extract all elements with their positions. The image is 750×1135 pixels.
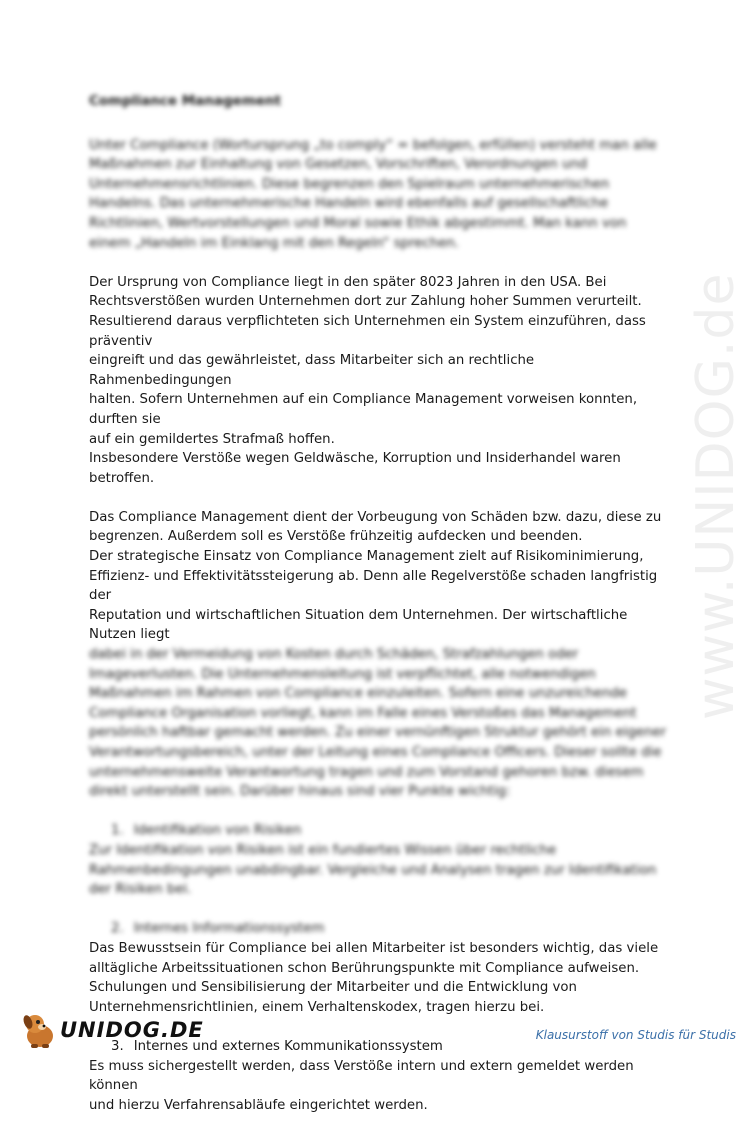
list-item-1-heading <box>89 821 667 841</box>
list-number: 3. <box>111 1038 124 1054</box>
text-line: halten. Sofern Unternehmen auf ein Compliance Management vorweisen konnten, durften sie <box>89 392 638 427</box>
text-line: Resultierend daraus verpflichteten sich Unternehmen ein System einzuführen, dass präventiv <box>89 313 646 349</box>
text-line: Der strategische Einsatz von Compliance Management zielt auf Risikominimierung, <box>89 549 644 565</box>
footer-tagline: Klausurstoff von Studis für Studis <box>535 1028 736 1042</box>
list-number: 1. <box>111 823 124 839</box>
list-number: 2. <box>111 921 124 937</box>
list-label: Identifikation von Risiken <box>133 823 302 839</box>
text-line: Effizienz- und Effektivitätssteigerung ab. Denn alle Regelverstöße schaden langfristig der <box>89 568 658 604</box>
text-line: eingreift und das gewährleistet, dass Mitarbeiter sich an rechtliche Rahmenbedingungen <box>89 353 535 388</box>
intro-paragraph-blurred: Unter Compliance (Wortursprung „to comply“ = befolgen, erfüllen) versteht man alle Maßnahmen zur Einhaltung von Gesetzen, Vorschriften, Verordnungen und Unternehmensrichtlinien. Diese begrenzen den Spielraum unternehmerischen Handelns. Das unternehmerische Handeln wird ebenfalls auf gesellschaftliche Richtlinien, Wertvorstellungen und Moral sowie Ethik abgestimmt. Man kann von einem „Handeln im Einklang mit den Regeln“ sprechen. <box>89 137 657 251</box>
text-line: Reputation und wirtschaftlichen Situation dem Unternehmen. Der wirtschaftliche Nutzen liegt <box>89 607 628 643</box>
text-line: begrenzen. Außerdem soll es Verstöße frühzeitig aufdecken und beenden. <box>89 529 583 545</box>
list-label: Internes Informationssystem <box>133 921 325 937</box>
document-title: Compliance Management <box>89 93 282 109</box>
text-line: Schulungen und Sensibilisierung der Mitarbeiter und die Entwicklung von <box>89 980 577 996</box>
list-item-2-heading <box>89 919 667 939</box>
text-line: Das Bewusstsein für Compliance bei allen Mitarbeiter ist besonders wichtig, das viele <box>89 940 659 956</box>
dog-mascot-icon <box>20 1010 58 1050</box>
purpose-paragraph <box>89 508 667 645</box>
document-body <box>89 92 667 1135</box>
purpose-paragraph-blurred: dabei in der Vermeidung von Kosten durch Schäden, Strafzahlungen oder Imageverlusten. Die Unternehmensleitung ist verpflichtet, alle notwendigen Maßnahmen im Rahmen von Compliance einzuleiten. Sofern eine unzureichende Compliance Organisation vorliegt, kann im Falle eines Verstoßes das Management persönlich haftbar gemacht werden. Zu einer vernünftigen Struktur gehört ein eigener Verantwortungsbereich, unter der Leitung eines Compliance Officers. Dieser sollte die unternehmensweite Verantwortung tragen und zum Vorstand gehoren bzw. diesem direkt unterstellt sein. Darüber hinaus sind vier Punkte wichtig: <box>89 647 667 800</box>
text-line: auf ein gemildertes Strafmaß hoffen. <box>89 431 335 447</box>
text-line: Unternehmensrichtlinien, einem Verhaltenskodex, tragen hierzu bei. <box>89 999 545 1015</box>
list-item-1-text: Zur Identifikation von Risiken ist ein fundiertes Wissen über rechtliche Rahmenbedingungen unabdingbar. Vergleiche und Analysen tragen zur Identifikation der Risiken bei. <box>89 842 657 898</box>
text-line: Es muss sichergestellt werden, dass Verstöße intern und extern gemeldet werden können <box>89 1058 634 1094</box>
text-line: Rechtsverstößen wurden Unternehmen dort zur Zahlung hoher Summen verurteilt. <box>89 294 642 310</box>
text-line: Insbesondere Verstöße wegen Geldwäsche, Korruption und Insiderhandel waren betroffen. <box>89 451 621 486</box>
list-item-3-text <box>89 1057 667 1116</box>
list-label: Internes und externes Kommunikationssystem <box>133 1038 443 1054</box>
list-item-2-text <box>89 939 667 1017</box>
origin-paragraph <box>89 273 667 489</box>
text-line: Der Ursprung von Compliance liegt in den später 8023 Jahren in den USA. Bei <box>89 274 607 290</box>
watermark-text: www.UNIDOG.de <box>686 272 746 720</box>
text-line: Das Compliance Management dient der Vorbeugung von Schäden bzw. dazu, diese zu <box>89 509 662 525</box>
logo-text: UNIDOG.DE <box>60 1018 204 1042</box>
text-line: alltägliche Arbeitssituationen schon Berührungspunkte mit Compliance aufweisen. <box>89 960 640 976</box>
text-line: und hierzu Verfahrensabläufe eingerichtet werden. <box>89 1097 428 1113</box>
unidog-logo[interactable] <box>20 1010 204 1050</box>
